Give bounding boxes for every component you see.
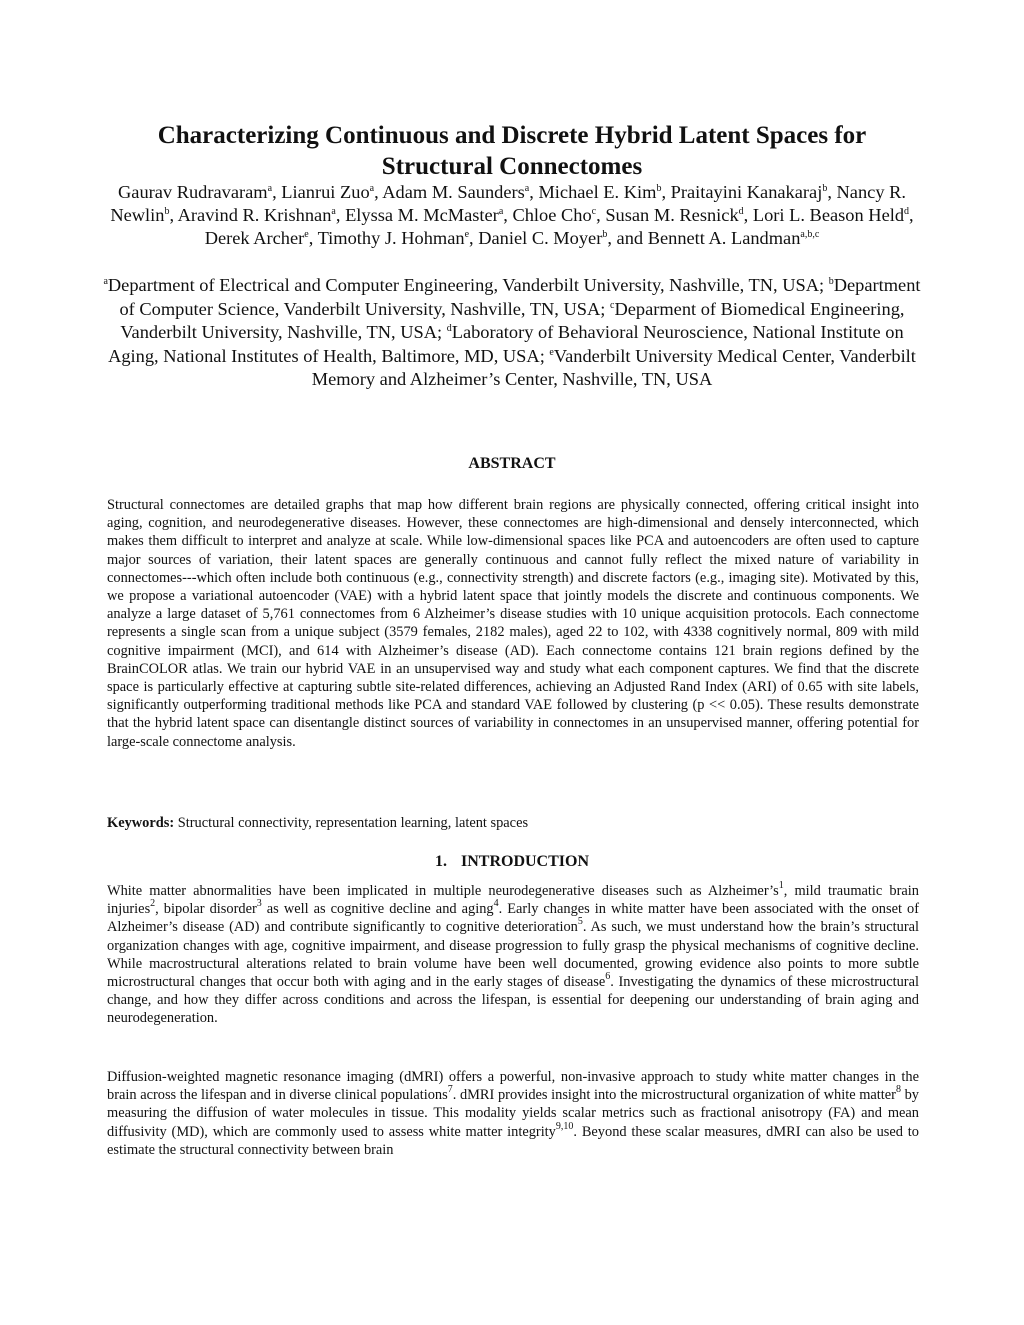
author-separator: , and	[607, 228, 648, 248]
author-affiliation-mark: c	[591, 206, 597, 217]
paragraph-text: Diffusion-weighted magnetic resonance imaging (dMRI) offers a powerful, non-invasive approach to study white matter changes in the brain across the lifespan and in diverse clinical populations	[107, 1069, 919, 1104]
author-name: Nancy R. Newlin	[110, 182, 906, 225]
author-name: Elyssa M. McMaster	[345, 205, 499, 225]
author-name: Lianrui Zuo	[281, 182, 370, 202]
author-name: Gaurav Rudravaram	[118, 182, 268, 202]
author-affiliation-mark: a	[331, 206, 336, 217]
keywords-label: Keywords:	[107, 815, 175, 831]
citation-mark: 5	[577, 916, 583, 928]
author-separator: ,	[661, 182, 671, 202]
author-affiliation-mark: d	[738, 206, 744, 217]
author-name: Michael E. Kim	[538, 182, 657, 202]
paragraph-text: . Investigating the dynamics of these microstructural change, and how they differ across conditions and across the lifespan, is essential for deepening our understanding of brain aging and neurodegeneration.	[107, 974, 919, 1027]
author-name: Susan M. Resnick	[605, 205, 739, 225]
author-affiliation-mark: a	[369, 183, 375, 194]
section-number: 1.	[434, 853, 447, 870]
paragraph-text: . Early changes in white matter have been associated with the onset of Alzheimer’s disease (AD) and contribute significantly to cognitive deterioration	[107, 901, 919, 936]
paragraph-text: White matter abnormalities have been implicated in multiple neurodegenerative diseases such as Alzheimer’s	[107, 883, 779, 899]
author	[671, 182, 828, 202]
author-separator: ,	[909, 205, 914, 225]
author-name: Aravind R. Krishnan	[177, 205, 332, 225]
affiliation-mark: a	[103, 276, 108, 287]
author-affiliation-mark: a	[524, 183, 530, 194]
affiliation-text: Deparment of Biomedical Engineering, Vanderbilt University, Nashville, TN, USA;	[120, 298, 905, 342]
author-separator: ,	[272, 182, 282, 202]
author-affiliation-mark: d	[904, 206, 910, 217]
affiliation-mark: b	[828, 276, 834, 287]
affiliation-mark: e	[549, 346, 554, 358]
author-separator: ,	[529, 182, 539, 202]
keywords-line	[107, 814, 919, 832]
affiliation-mark: d	[446, 323, 452, 334]
citation-mark: 6	[605, 971, 611, 983]
citation-mark: 2	[150, 898, 156, 910]
intro-paragraph-2	[107, 1068, 919, 1159]
author-separator: ,	[503, 205, 513, 225]
author	[605, 205, 743, 225]
author-separator: ,	[827, 182, 837, 202]
author	[281, 182, 374, 202]
affiliation-text: Laboratory of Behavioral Neuroscience, National Institute on Aging, National Institutes of Health, Baltimore, MD, USA;	[108, 322, 904, 366]
keywords-text: Structural connectivity, representation learning, latent spaces	[174, 815, 529, 831]
paragraph-text: as well as cognitive decline and aging	[261, 901, 494, 918]
abstract-text: Structural connectomes are detailed graphs that map how different brain regions are physically connected, offering critical insight into aging, cognition, and neurodegenerative diseases. However, these connectomes are high-dimensional and densely interconnected, which makes them difficult to interpret and analyze at scale. While low-dimensional spaces like PCA and autoencoders are often used to capture major sources of variation, their latent spaces are generally continuous and cannot fully reflect the mixed nature of variability in connectomes---which often include both continuous (e.g., connectivity strength) and discrete factors (e.g., imaging site). Motivated by this, we propose a variational autoencoder (VAE) with a hybrid latent space that jointly models the discrete and continuous components. We analyze a large dataset of 5,761 connectomes from 6 Alzheimer’s disease studies with 10 unique acquisition protocols. Each connectome represents a single scan from a unique subject (3579 females, 2182 males), aged 22 to 102, with 4338 cognitively normal, 809 with mild cognitive impairment (MCI), and 614 with Alzheimer’s disease (AD). Each connectome contains 121 brain regions defined by the BrainCOLOR atlas. We train our hybrid VAE in an unsupervised way and study what each component captures. We find that the discrete space is particularly effective at capturing subtle site-related differences, achieving an Adjusted Rand Index (ARI) of 0.65 with site labels, significantly outperforming traditional methods like PCA and standard VAE followed by clustering (p << 0.05). These results demonstrate that the hybrid latent space can disentangle distinct sources of variability in connectomes in an unsupervised manner, offering potential for large-scale connectome analysis.	[107, 497, 919, 750]
author	[318, 228, 469, 248]
paragraph-text: . dMRI provides insight into the microstructural organization of white matter	[452, 1087, 896, 1104]
author-name: Chloe Cho	[512, 205, 592, 225]
author-separator: ,	[596, 205, 606, 225]
citation-mark: 3	[256, 898, 262, 910]
author-affiliation-mark: b	[602, 229, 608, 240]
paragraph-text: . As such, we must understand how the brain’s structural organization changes with age, cognitive impairment, and disease progression to fully grasp the physical mechanisms of cognitive decline. While macrostructural alterations related to brain volume have been well documented, growing evidence also points to more subtle microstructural changes that occur both with aging and in the early stages of disease	[107, 919, 919, 991]
citation-mark: 1	[778, 880, 784, 891]
affiliation-list	[100, 274, 924, 392]
author-affiliation-mark: b	[822, 183, 828, 194]
author-name: Timothy J. Hohman	[317, 228, 465, 248]
author-affiliation-mark: a	[267, 183, 273, 194]
author	[648, 228, 820, 248]
citation-mark: 7	[447, 1084, 453, 1096]
abstract-heading: ABSTRACT	[468, 455, 556, 472]
author-affiliation-mark: e	[464, 229, 470, 240]
author-name: Adam M. Saunders	[382, 182, 525, 202]
author-name: Bennett A. Landman	[647, 228, 801, 248]
author-separator: ,	[374, 182, 383, 202]
author-name: Praitayini Kanakaraj	[670, 182, 823, 202]
author	[478, 228, 607, 248]
author-affiliation-mark: b	[164, 206, 170, 217]
citation-mark: 4	[493, 898, 499, 910]
author-name: Lori L. Beason Held	[752, 205, 905, 225]
author-separator: ,	[743, 205, 753, 225]
author	[512, 205, 596, 225]
author	[345, 205, 503, 225]
author	[538, 182, 661, 202]
intro-paragraph-1	[107, 882, 919, 1028]
author-name: Daniel C. Moyer	[478, 228, 603, 248]
author-affiliation-mark: b	[656, 183, 662, 194]
author-separator: ,	[308, 228, 318, 248]
author-separator: ,	[169, 205, 178, 225]
author	[178, 205, 336, 225]
author-affiliation-mark: e	[304, 229, 309, 240]
author-separator: ,	[469, 228, 479, 248]
author	[753, 205, 909, 225]
paper-title: Characterizing Continuous and Discrete Hybrid Latent Spaces for Structural Connectomes	[157, 122, 867, 180]
paragraph-text: by measuring the diffusion of water molecules in tissue. This modality yields scalar metrics such as fractional anisotropy (FA) and mean diffusivity (MD), which are commonly used to assess white matter integrity	[107, 1087, 919, 1140]
paragraph-text: . Beyond these scalar measures, dMRI can also be used to estimate the structural connectivity between brain	[107, 1123, 919, 1158]
author-list	[100, 181, 924, 250]
affiliation-text: Department of Computer Science, Vanderbilt University, Nashville, TN, USA;	[119, 275, 921, 319]
author-affiliation-mark: a	[498, 206, 504, 217]
author-name: Derek Archer	[204, 228, 305, 248]
section-title: INTRODUCTION	[460, 853, 589, 870]
citation-mark: 8	[895, 1084, 901, 1096]
author	[118, 182, 272, 202]
affiliation-text: Vanderbilt University Medical Center, Vanderbilt Memory and Alzheimer’s Center, Nashville, TN, USA	[311, 345, 916, 389]
author	[382, 182, 529, 202]
section-heading-introduction	[100, 852, 924, 872]
affiliation-mark: c	[609, 299, 615, 311]
citation-mark: 9,10	[555, 1120, 574, 1132]
author-separator: ,	[335, 205, 346, 225]
paragraph-text: , mild traumatic brain injuries	[107, 883, 919, 918]
affiliation-text: Department of Electrical and Computer Engineering, Vanderbilt University, Nashville, TN, USA;	[107, 275, 829, 295]
author	[205, 228, 309, 248]
author-affiliation-mark: a,b,c	[800, 229, 820, 240]
paragraph-text: , bipolar disorder	[155, 901, 257, 918]
